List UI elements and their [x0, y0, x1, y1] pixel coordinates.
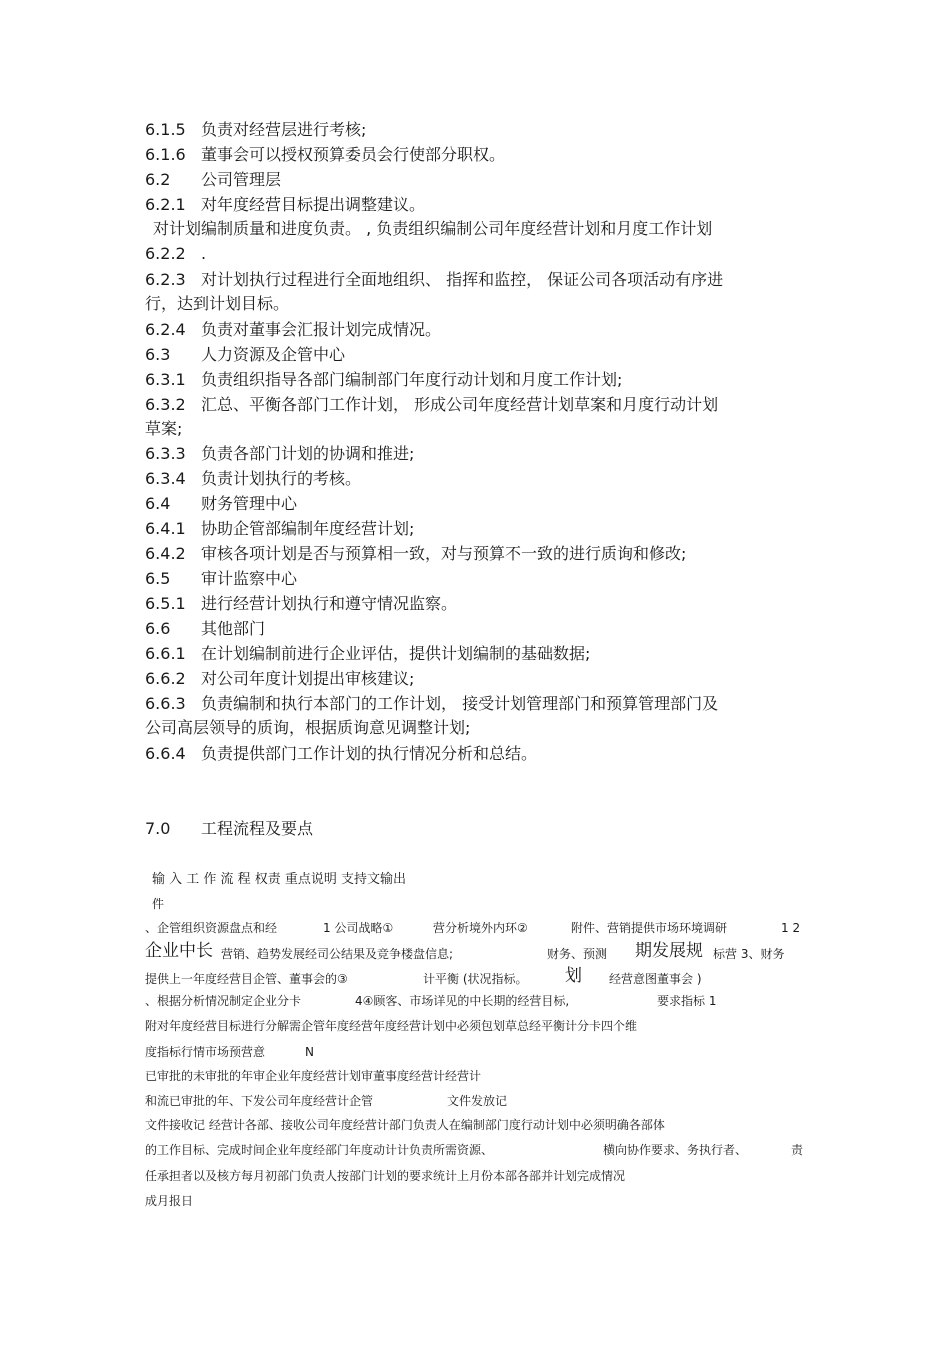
item-text: 董事会可以授权预算委员会行使部分职权。 [201, 145, 506, 164]
item-number: 6.3.2 [145, 395, 186, 414]
item-number: 6.4.1 [145, 519, 186, 538]
item-text: 进行经营计划执行和遵守情况监察。 [201, 594, 458, 613]
flow-row: 提供上一年度经营目企管、董事会的③ 计平衡 (状况指标。 划 经营意图董事会 ) [145, 966, 702, 986]
item-line [145, 270, 723, 290]
section-number: 7.0 [145, 819, 171, 838]
item-number: 6.1.5 [145, 120, 186, 139]
flow-row: 、企管组织资源盘点和经 1 公司战略① 营分析境外内环② 附件、营销提供市场环境调研 1 2 [145, 921, 801, 935]
item-number: 6.3.3 [145, 444, 186, 463]
flow-row: 、根据分析情况制定企业分卡 4④顾客、市场详见的中长期的经营目标, 要求指标 1 [145, 994, 717, 1008]
flow-header-cont: 件 [152, 897, 165, 911]
flow-row: 文件接收记 经营计各部、接收公司年度经营计部门负责人在编制部门度行动计划中必须明确各部体 [145, 1118, 665, 1132]
item-number: 6.2.2 [145, 244, 186, 263]
item-number: 6.2 [145, 170, 171, 189]
item-text: 协助企管部编制年度经营计划; [201, 519, 415, 538]
item-text: 负责组织指导各部门编制部门年度行动计划和月度工作计划; [201, 370, 623, 389]
item-line [145, 694, 718, 714]
item-number: 6.6.1 [145, 644, 186, 663]
item-line [153, 219, 712, 239]
item-text: 负责各部门计划的协调和推进; [201, 444, 415, 463]
flow-row: 附对年度经营目标进行分解需企管年度经营年度经营计划中必须包划草总经平衡计分卡四个维 [145, 1019, 638, 1033]
item-text: 负责计划执行的考核。 [201, 469, 362, 488]
flow-header: 输 入 工 作 流 程 权责 重点说明 支持文输出 [152, 872, 407, 887]
item-number: 6.2.1 [145, 195, 186, 214]
item-text: 对年度经营目标提出调整建议。 [201, 195, 426, 214]
item-number: 6.6 [145, 619, 171, 638]
item-number: 6.6.3 [145, 694, 186, 713]
item-text: 审计监察中心 [201, 569, 298, 588]
item-line [145, 544, 686, 564]
item-number: 6.6.4 [145, 744, 186, 763]
item-text: 汇总、平衡各部门工作计划， 形成公司年度经营计划草案和月度行动计划 [201, 395, 719, 414]
flow-row: 和流已审批的年、下发公司年度经营计企管 文件发放记 [145, 1094, 508, 1108]
item-line [145, 519, 414, 539]
item-text: 其他部门 [201, 619, 266, 638]
item-line [145, 419, 182, 439]
item-text: 行，达到计划目标。 [145, 294, 290, 313]
item-text: . [201, 244, 207, 263]
item-line [145, 744, 537, 764]
item-line [145, 195, 425, 215]
item-number: 6.1.6 [145, 145, 186, 164]
item-text: 在计划编制前进行企业评估，提供计划编制的基础数据; [201, 644, 591, 663]
item-text: 对计划编制质量和进度负责。 , 负责组织编制公司年度经营计划和月度工作计划 [153, 219, 713, 238]
item-number: 6.5 [145, 569, 171, 588]
item-line [145, 170, 281, 190]
item-text: 财务管理中心 [201, 494, 298, 513]
flow-row: 企业中长 营销、趋势发展经司公结果及竞争楼盘信息; 财务、预测 期发展规 标营 3、财务 [145, 941, 785, 961]
item-text: 对公司年度计划提出审核建议; [201, 669, 415, 688]
flow-row: 已审批的未审批的年审企业年度经营计划审董事度经营计经营计 [145, 1069, 482, 1083]
item-line [145, 594, 457, 614]
item-number: 6.3 [145, 345, 171, 364]
item-line [145, 469, 361, 489]
item-line [145, 718, 470, 738]
flow-row: 任承担者以及核方每月初部门负责人按部门计划的要求统计上月份本部各部并计划完成情况 [145, 1169, 626, 1183]
item-text: 负责编制和执行本部门的工作计划， 接受计划管理部门和预算管理部门及 [201, 694, 719, 713]
item-line [145, 320, 441, 340]
item-line [145, 345, 345, 365]
item-line [145, 244, 206, 264]
item-number: 6.2.3 [145, 270, 186, 289]
item-text: 负责对董事会汇报计划完成情况。 [201, 320, 442, 339]
item-number: 6.5.1 [145, 594, 186, 613]
item-text: 负责提供部门工作计划的执行情况分析和总结。 [201, 744, 538, 763]
item-line [145, 444, 414, 464]
item-number: 6.4.2 [145, 544, 186, 563]
section-heading [145, 819, 313, 839]
item-text: 对计划执行过程进行全面地组织、 指挥和监控， 保证公司各项活动有序进 [201, 270, 724, 289]
item-text: 审核各项计划是否与预算相一致，对与预算不一致的进行质询和修改; [201, 544, 687, 563]
item-line [145, 569, 297, 589]
flow-row: 度指标行情市场预营意 N [145, 1045, 314, 1059]
item-text: 公司高层领导的质询，根据质询意见调整计划; [145, 718, 471, 737]
item-line [145, 120, 366, 140]
item-line [145, 669, 414, 689]
item-number: 6.6.2 [145, 669, 186, 688]
item-number: 6.2.4 [145, 320, 186, 339]
item-line [145, 395, 718, 415]
item-number: 6.3.4 [145, 469, 186, 488]
item-text: 负责对经营层进行考核; [201, 120, 367, 139]
section-title: 工程流程及要点 [201, 819, 314, 838]
item-line [145, 644, 590, 664]
item-line [145, 619, 265, 639]
item-line [145, 145, 505, 165]
item-line [145, 294, 289, 314]
item-text: 人力资源及企管中心 [201, 345, 346, 364]
flow-row: 成月报日 [145, 1194, 194, 1208]
item-text: 公司管理层 [201, 170, 282, 189]
item-line [145, 494, 297, 514]
item-line [145, 370, 622, 390]
flow-row: 的工作目标、完成时间企业年度经部门年度动计计负责所需资源、 横向协作要求、务执行者、 责 [145, 1143, 804, 1157]
item-number: 6.4 [145, 494, 171, 513]
item-text: 草案; [145, 419, 183, 438]
item-number: 6.3.1 [145, 370, 186, 389]
